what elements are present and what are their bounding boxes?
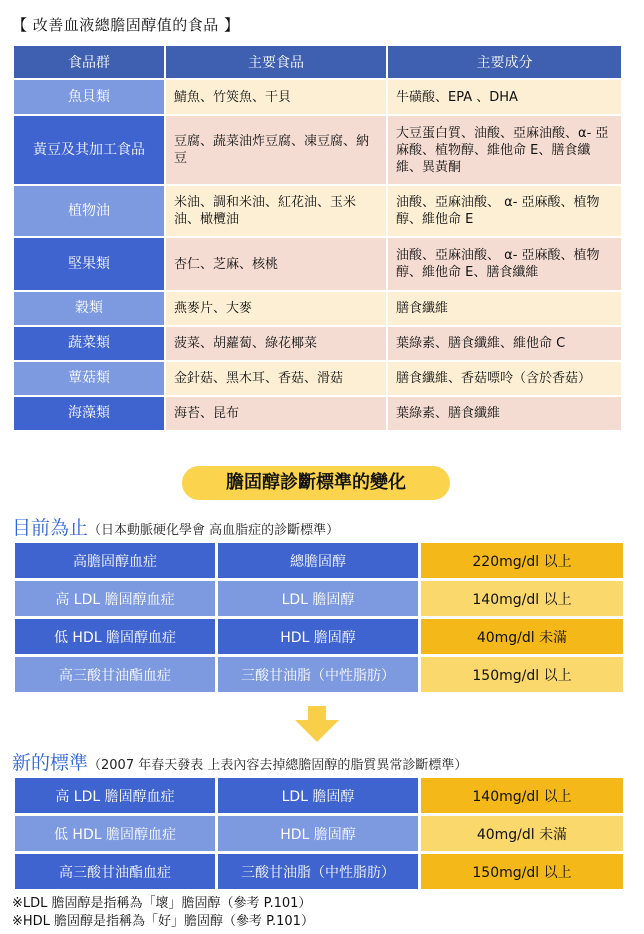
- food-group-cell: 植物油: [14, 186, 164, 236]
- table-row: [14, 327, 621, 360]
- measure-cell: 總膽固醇: [218, 543, 418, 578]
- table-row: [14, 238, 621, 290]
- threshold-cell: 40mg/dl 未滿: [421, 816, 623, 851]
- main-foods-cell: 鯖魚、竹筴魚、干貝: [166, 80, 386, 114]
- food-group-cell: 堅果類: [14, 238, 164, 290]
- threshold-cell: 140mg/dl 以上: [421, 778, 623, 813]
- table-row: [14, 362, 621, 395]
- current-standard-heading: [12, 513, 339, 540]
- table-row: [15, 543, 623, 578]
- table-row: [15, 657, 623, 692]
- condition-cell: 高 LDL 膽固醇血症: [15, 778, 215, 813]
- food-table-title: 【 改善血液總膽固醇值的食品 】: [12, 16, 240, 34]
- table-row: [15, 581, 623, 616]
- measure-cell: 三酸甘油脂（中性脂肪）: [218, 854, 418, 889]
- threshold-cell: 150mg/dl 以上: [421, 854, 623, 889]
- table-row: [15, 778, 623, 813]
- threshold-cell: 150mg/dl 以上: [421, 657, 623, 692]
- threshold-cell: 140mg/dl 以上: [421, 581, 623, 616]
- table-row: [14, 292, 621, 325]
- new-standard-title: 新的標準: [12, 752, 89, 774]
- new-standard-subtitle: （2007 年春天發表 上表內容去掉總膽固醇的脂質異常診斷標準）: [88, 758, 468, 773]
- new-standard-heading: [12, 748, 467, 775]
- new-standard-table: [12, 775, 626, 892]
- header-main-components: 主要成分: [388, 46, 621, 78]
- table-row: [15, 816, 623, 851]
- measure-cell: LDL 膽固醇: [218, 581, 418, 616]
- main-foods-cell: 豆腐、蔬菜油炸豆腐、凍豆腐、納豆: [166, 116, 386, 184]
- threshold-cell: 40mg/dl 未滿: [421, 619, 623, 654]
- main-components-cell: 葉綠素、膳食纖維、維他命 C: [388, 327, 621, 360]
- main-components-cell: 油酸、亞麻油酸、 α- 亞麻酸、植物醇、維他命 E: [388, 186, 621, 236]
- condition-cell: 高膽固醇血症: [15, 543, 215, 578]
- food-group-cell: 蔬菜類: [14, 327, 164, 360]
- condition-cell: 高 LDL 膽固醇血症: [15, 581, 215, 616]
- threshold-cell: 220mg/dl 以上: [421, 543, 623, 578]
- down-arrow-icon: [295, 706, 339, 742]
- table-row: [14, 186, 621, 236]
- main-components-cell: 油酸、亞麻油酸、 α- 亞麻酸、植物醇、維他命 E、膳食纖維: [388, 238, 621, 290]
- food-group-cell: 海藻類: [14, 397, 164, 430]
- measure-cell: HDL 膽固醇: [218, 619, 418, 654]
- footnote-ldl: ※LDL 膽固醇是指稱為「壞」膽固醇（參考 P.101）: [12, 896, 312, 911]
- condition-cell: 低 HDL 膽固醇血症: [15, 619, 215, 654]
- current-standard-table: [12, 540, 626, 695]
- header-food-group: 食品群: [14, 46, 164, 78]
- main-foods-cell: 杏仁、芝麻、核桃: [166, 238, 386, 290]
- condition-cell: 低 HDL 膽固醇血症: [15, 816, 215, 851]
- main-components-cell: 葉綠素、膳食纖維: [388, 397, 621, 430]
- food-table: [12, 44, 623, 432]
- main-foods-cell: 海苔、昆布: [166, 397, 386, 430]
- table-row: [14, 80, 621, 114]
- food-group-cell: 魚貝類: [14, 80, 164, 114]
- measure-cell: LDL 膽固醇: [218, 778, 418, 813]
- current-standard-subtitle: （日本動脈硬化學會 高血脂症的診斷標準）: [88, 523, 340, 538]
- food-table-header: [14, 46, 621, 78]
- food-group-cell: 蕈菇類: [14, 362, 164, 395]
- table-row: [15, 854, 623, 889]
- table-row: [14, 116, 621, 184]
- main-foods-cell: 燕麥片、大麥: [166, 292, 386, 325]
- food-group-cell: 黃豆及其加工食品: [14, 116, 164, 184]
- main-components-cell: 牛磺酸、EPA 、DHA: [388, 80, 621, 114]
- condition-cell: 高三酸甘油酯血症: [15, 657, 215, 692]
- section-banner: 膽固醇診斷標準的變化: [182, 466, 450, 500]
- table-row: [15, 619, 623, 654]
- header-main-foods: 主要食品: [166, 46, 386, 78]
- current-standard-title: 目前為止: [12, 517, 89, 539]
- condition-cell: 高三酸甘油酯血症: [15, 854, 215, 889]
- measure-cell: HDL 膽固醇: [218, 816, 418, 851]
- table-row: [14, 397, 621, 430]
- food-group-cell: 穀類: [14, 292, 164, 325]
- main-foods-cell: 米油、調和米油、紅花油、玉米油、橄欖油: [166, 186, 386, 236]
- footnote-hdl: ※HDL 膽固醇是指稱為「好」膽固醇（參考 P.101）: [12, 914, 314, 929]
- main-foods-cell: 菠菜、胡蘿蔔、綠花椰菜: [166, 327, 386, 360]
- main-foods-cell: 金針菇、黑木耳、香菇、滑菇: [166, 362, 386, 395]
- main-components-cell: 膳食纖維: [388, 292, 621, 325]
- main-components-cell: 膳食纖維、香菇嘌呤（含於香菇）: [388, 362, 621, 395]
- main-components-cell: 大豆蛋白質、油酸、亞麻油酸、α- 亞麻酸、植物醇、維他命 E、膳食纖維、異黃酮: [388, 116, 621, 184]
- measure-cell: 三酸甘油脂（中性脂肪）: [218, 657, 418, 692]
